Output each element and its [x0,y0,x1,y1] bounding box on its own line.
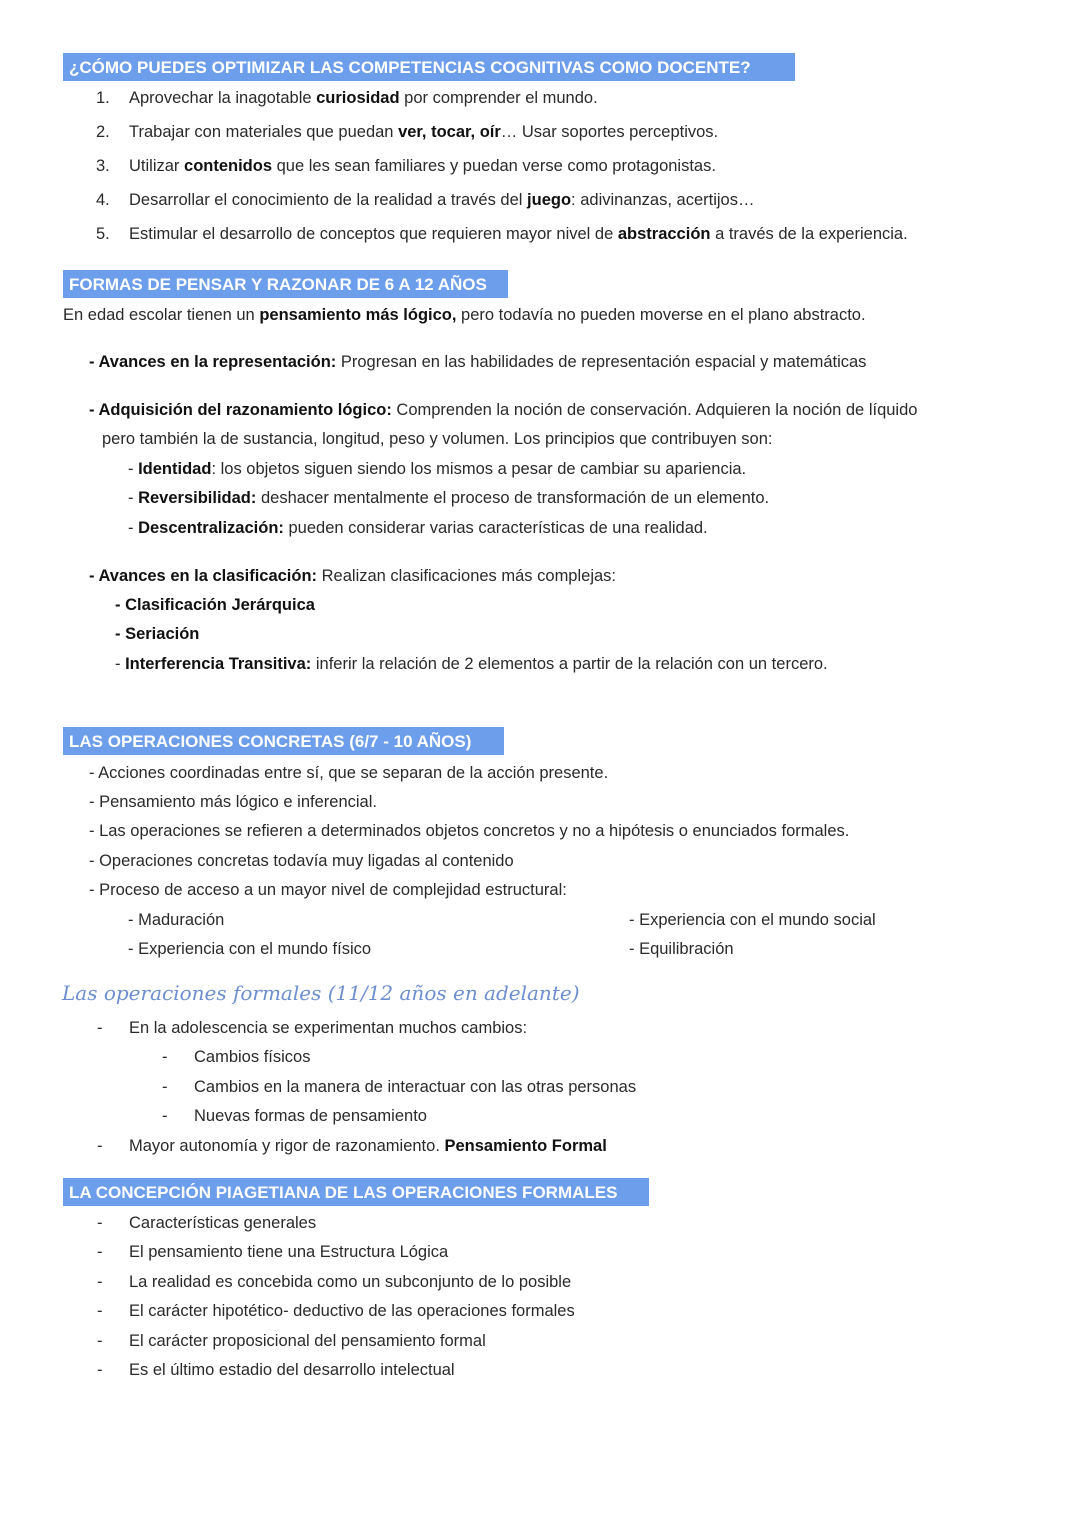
list-number: 2. [96,123,110,141]
dash: - [162,1048,168,1066]
dash: - [162,1107,168,1125]
list-item: La realidad es concebida como un subconjunto de lo posible [129,1273,572,1291]
bold-text: - Avances en la clasificación: [89,567,318,585]
text: por comprender el mundo. [399,89,598,107]
list-item [129,224,908,244]
bold-text: - Avances en la representación: [89,353,337,371]
bold-text: Interferencia Transitiva: [125,655,312,673]
factor-item: - Equilibración [629,940,734,958]
factor-item: - Experiencia con el mundo social [629,911,876,929]
list-number: 4. [96,191,110,209]
text: Realizan clasificaciones más complejas: [317,567,617,585]
intro-paragraph [63,305,866,325]
bold-text: pensamiento más lógico, [259,306,457,324]
dash: - [97,1332,103,1350]
dash: - [97,1273,103,1291]
text: Mayor autonomía y rigor de razonamiento. [129,1137,445,1155]
list-number: 1. [96,89,110,107]
section-heading-concepcion-piagetiana: LA CONCEPCIÓN PIAGETIANA DE LAS OPERACIONES FORMALES [63,1178,649,1206]
bold-text: - Adquisición del razonamiento lógico: [89,401,392,419]
text: pero todavía no pueden moverse en el plano abstracto. [456,306,866,324]
factor-item: - Experiencia con el mundo físico [128,940,372,958]
bold-text: contenidos [184,157,273,175]
bullet-clasificacion [89,566,616,586]
list-item [129,190,754,210]
dash: - [97,1361,103,1379]
text: En edad escolar tienen un [63,306,260,324]
text: Comprenden la noción de conservación. Adquieren la noción de líquido [391,401,918,419]
list-item: Características generales [129,1214,317,1232]
text: Utilizar [129,157,185,175]
dash: - [97,1137,103,1155]
dash: - [128,519,134,537]
clasificacion-item [115,654,828,674]
bold-text: Pensamiento Formal [444,1137,607,1155]
list-item: - Las operaciones se refieren a determinados objetos concretos y no a hipótesis o enunciados formales. [89,822,850,840]
text: deshacer mentalmente el proceso de transformación de un elemento. [256,489,770,507]
dash: - [97,1214,103,1232]
factor-item: - Maduración [128,911,225,929]
bold-text: Identidad [138,460,212,478]
dash: - [97,1243,103,1261]
text: : adivinanzas, acertijos… [571,191,755,209]
dash: - [115,655,121,673]
principle-item [128,518,708,538]
list-item: Es el último estadio del desarrollo intelectual [129,1361,455,1379]
bold-text: juego [527,191,572,209]
principle-item [128,459,746,479]
list-item: En la adolescencia se experimentan muchos cambios: [129,1019,528,1037]
clasificacion-item [115,624,199,644]
list-item: - Proceso de acceso a un mayor nivel de complejidad estructural: [89,881,567,899]
text: Desarrollar el conocimiento de la realidad a través del [129,191,528,209]
bold-text: abstracción [617,225,711,243]
list-item: El carácter hipotético- deductivo de las operaciones formales [129,1302,575,1320]
list-item [129,122,718,142]
sub-item: Cambios en la manera de interactuar con las otras personas [194,1078,637,1096]
bold-text: - Seriación [115,625,200,643]
script-heading-operaciones-formales: Las operaciones formales (11/12 años en adelante) [62,981,580,1005]
principle-item [128,488,769,508]
text: inferir la relación de 2 elementos a partir de la relación con un tercero. [311,655,828,673]
bullet-representacion [89,352,866,372]
dash: - [97,1019,103,1037]
bullet-continuation: pero también la de sustancia, longitud, peso y volumen. Los principios que contribuyen son: [102,430,773,448]
list-item: - Acciones coordinadas entre sí, que se separan de la acción presente. [89,764,609,782]
text: Aprovechar la inagotable [129,89,317,107]
dash: - [97,1302,103,1320]
clasificacion-item [115,595,315,615]
dash: - [128,460,134,478]
list-item: El carácter proposicional del pensamiento formal [129,1332,486,1350]
text: que les sean familiares y puedan verse como protagonistas. [272,157,716,175]
text: Trabajar con materiales que puedan [129,123,399,141]
dash: - [162,1078,168,1096]
list-item [129,1136,607,1156]
text: : los objetos siguen siendo los mismos a pesar de cambiar su apariencia. [211,460,747,478]
dash: - [128,489,134,507]
list-item: - Pensamiento más lógico e inferencial. [89,793,377,811]
text: pueden considerar varias características de una realidad. [283,519,708,537]
bold-text: Descentralización: [138,519,284,537]
text: … Usar soportes perceptivos. [500,123,719,141]
list-number: 3. [96,157,110,175]
section-heading-operaciones-concretas: LAS OPERACIONES CONCRETAS (6/7 - 10 AÑOS) [63,727,504,755]
bold-text: curiosidad [316,89,400,107]
sub-item: Nuevas formas de pensamiento [194,1107,427,1125]
sub-item: Cambios físicos [194,1048,311,1066]
bullet-razonamiento [89,400,917,420]
list-item: - Operaciones concretas todavía muy ligadas al contenido [89,852,514,870]
list-item [129,156,716,176]
bold-text: Reversibilidad: [138,489,257,507]
list-item [129,88,598,108]
bold-text: - Clasificación Jerárquica [115,596,315,614]
section-heading-formas-pensar: FORMAS DE PENSAR Y RAZONAR DE 6 A 12 AÑOS [63,270,508,298]
bold-text: ver, tocar, oír [398,123,501,141]
list-number: 5. [96,225,110,243]
section-heading-optimizar: ¿CÓMO PUEDES OPTIMIZAR LAS COMPETENCIAS COGNITIVAS COMO DOCENTE? [63,53,795,81]
text: a través de la experiencia. [710,225,908,243]
list-item: El pensamiento tiene una Estructura Lógica [129,1243,449,1261]
text: Progresan en las habilidades de representación espacial y matemáticas [336,353,867,371]
text: Estimular el desarrollo de conceptos que requieren mayor nivel de [129,225,618,243]
